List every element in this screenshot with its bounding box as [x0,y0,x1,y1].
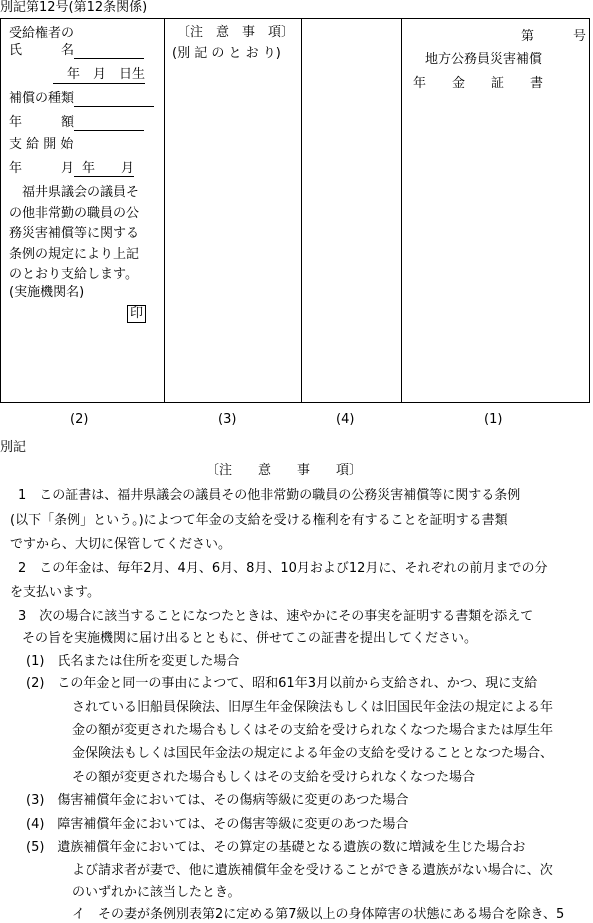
column-number-4: (4) [336,412,355,427]
annex-line: 金保険法もしくは国民年金法の規定による年金の支給を受けることとなつた場合、 [72,746,554,761]
name-label: 氏 名 [9,43,75,58]
recipient-label: 受給権者の [9,26,75,41]
annex-line: のいずれかに該当したとき。 [72,885,241,900]
period-row [9,161,134,177]
annex-line: イ その妻が条例別表第2に定める第7級以上の身体障害の状態にある場合を除き、5 [72,907,565,922]
annex-line: 3 次の場合に該当することになつたときは、速やかにその事実を証明する書類を添えて [18,609,534,624]
annex-line: を支払います。 [10,585,100,600]
type-row [9,91,154,107]
annex-line: よび請求者が妻で、他に遺族補償年金を受けることができる遺族がない場合に、次 [72,863,553,878]
annex-line: その額が変更された場合もしくはその支給を受けられなくなつた場合 [72,770,476,785]
org-title: 地方公務員災害補償 [425,52,543,67]
column-number-3: (3) [218,412,237,427]
column-number-1: (1) [484,412,503,427]
birth-label: 年 月 日生 [53,67,145,84]
amount-row [9,115,144,131]
notice-line: の他非常勤の職員の公 [9,205,140,221]
annex-line: (1) 氏名または住所を変更した場合 [26,654,240,669]
notice-line: のとおり支給します。 [9,267,138,282]
annex-line: されている旧船員保険法、旧厚生年金保険法もしくは旧国民年金法の規定による年 [72,700,554,715]
notice-line: 条例の規定により上記 [9,246,140,262]
start-label: 支 給 開 始 [9,137,74,152]
amount-field [74,116,144,131]
name-field [74,44,144,59]
annex-title: 〔注 意 事 項〕 [206,463,363,478]
annex-line: ですから、大切に保管してください。 [10,537,232,552]
annex-line: (3) 傷害補償年金においては、その傷病等級に変更のあつた場合 [26,793,409,808]
annex-line: その旨を実施機関に届け出るとともに、併せてこの証書を提出してください。 [22,631,478,646]
cert-title: 年 金 証 書 [413,76,544,91]
type-label: 補償の種類 [9,91,75,106]
annex-line: 1 この証書は、福井県議会の議員その他非常勤の職員の公務災害補償等に関する条例 [18,488,521,503]
period-end: 年 月 [74,161,134,177]
notes-title: 〔注 意 事 項〕 [177,25,295,40]
column-divider [401,19,402,402]
annex-line: 2 この年金は、毎年2月、4月、6月、8月、10月および12月に、それぞれの前月までの分 [18,561,548,576]
form-number: 別記第12号(第12条関係) [0,0,148,15]
column-divider [301,19,302,402]
certificate-number: 第 号 [521,29,587,44]
annex-line: (5) 遺族補償年金においては、その算定の基礎となる遺族の数に増減を生じた場合お [26,840,526,855]
agency-label: (実施機関名) [9,285,85,300]
certificate-form [0,18,590,403]
notice-block [9,183,139,286]
period-start: 年 月 [9,161,75,176]
column-divider [164,19,165,402]
annex-line: 金の額が変更された場合もしくはその支給を受けられなくなつた場合または厚生年 [72,723,554,738]
notes-sub: (別 記 の と お り) [172,46,281,61]
annex-line: (2) この年金と同一の事由によつて、昭和61年3月以前から支給され、かつ、現に支給 [26,676,538,691]
type-field [74,92,154,107]
notice-line: 福井県議会の議員そ [22,185,140,200]
seal-mark: 印 [127,305,146,323]
amount-label: 年 額 [9,115,75,130]
name-row [9,43,144,59]
annex-line: (4) 障害補償年金においては、その傷害等級に変更のあつた場合 [26,817,409,832]
annex-line: (以下「条例」という。)によつて年金の支給を受ける権利を有することを証明する書類 [10,513,508,528]
notice-line: 務災害補償等に関する [9,226,140,241]
annex-label: 別記 [0,440,27,455]
column-number-2: (2) [70,412,89,427]
